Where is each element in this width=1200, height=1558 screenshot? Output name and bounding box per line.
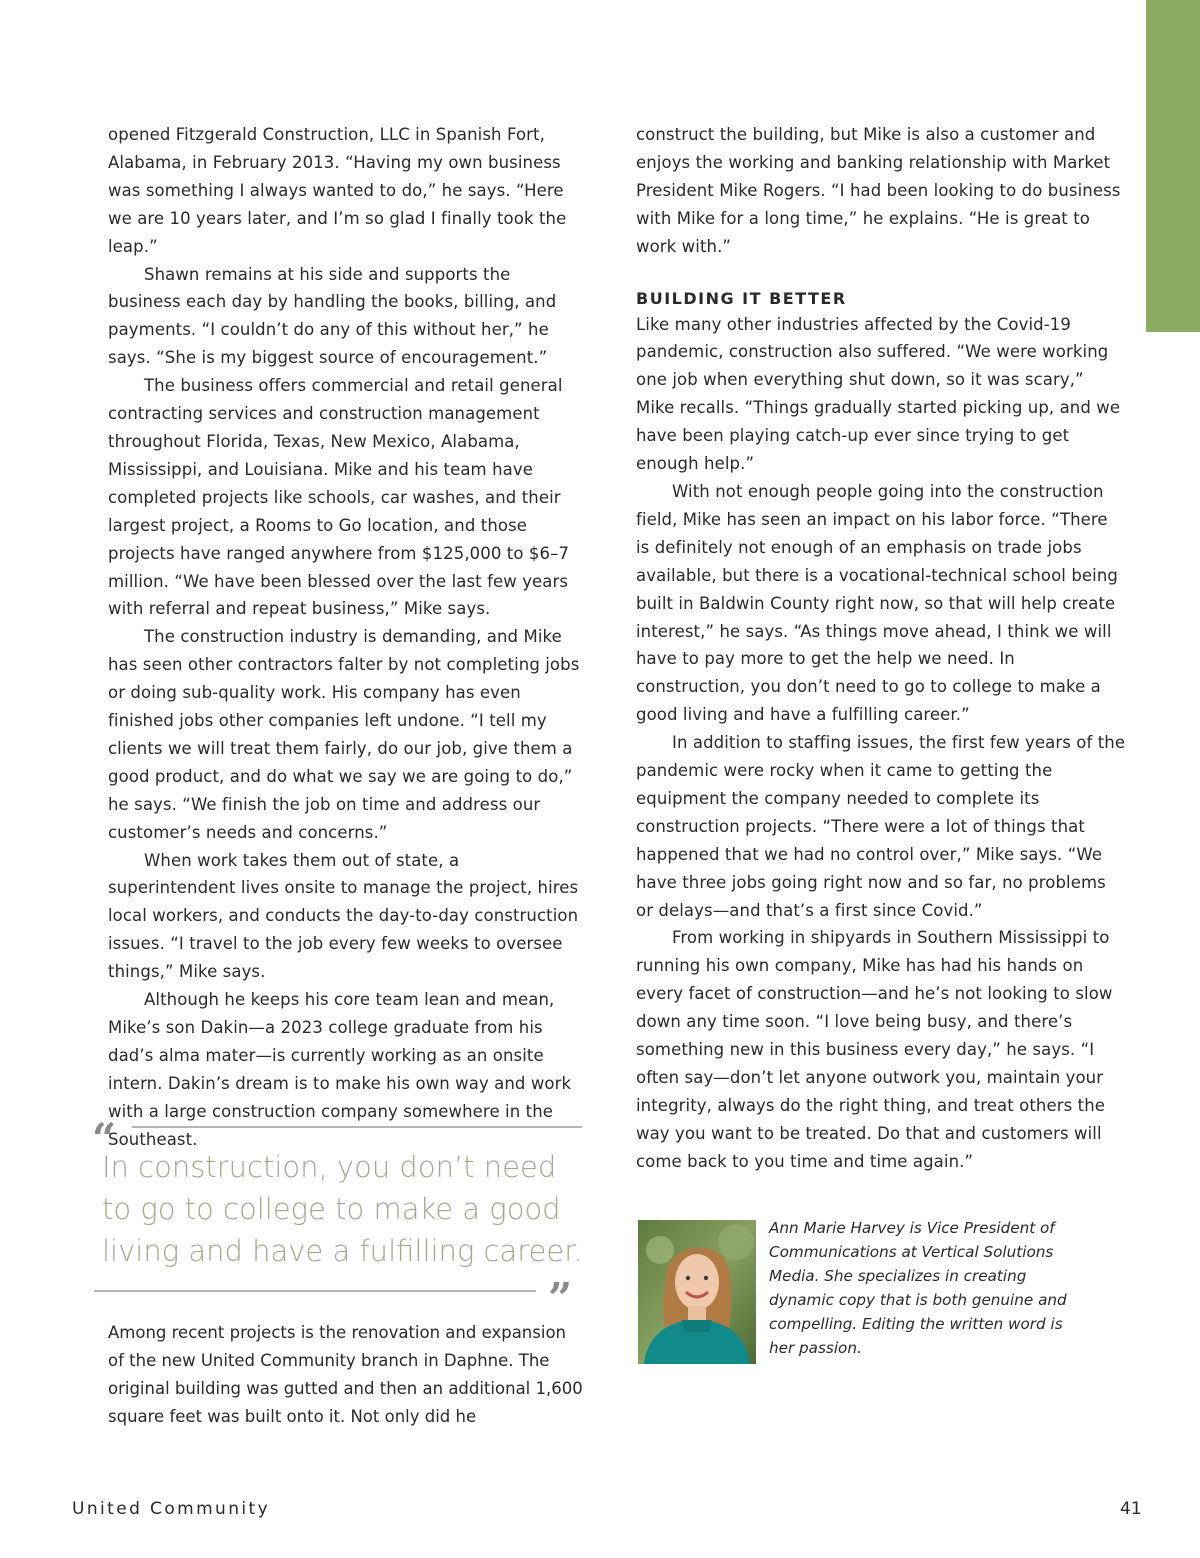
body-paragraph: The construction industry is demanding, and Mike has seen other contractors falter by not completing jobs or doing sub-quality work. His company has even finished jobs other companies left undone. “I tell my clients we will treat them fairly, do our job, give them a good product, and do what we say we are going to do,” he says. “We finish the job on time and address our customer’s needs and concerns.” bbox=[108, 627, 580, 842]
body-paragraph: When work takes them out of state, a superintendent lives onsite to manage the project, hires local workers, and conducts the day-to-day construction issues. “I travel to the job every few weeks to oversee things,” Mike says. bbox=[108, 850, 579, 982]
right-column bbox=[636, 121, 1126, 1176]
body-paragraph: Although he keeps his core team lean and mean, Mike’s son Dakin—a 2023 college graduate from his dad’s alma mater—is currently working as an onsite intern. Dakin’s dream is to make his own way and work with a large construction company somewhere in the Southeast. bbox=[108, 990, 572, 1149]
author-photo bbox=[638, 1220, 756, 1364]
body-paragraph: From working in shipyards in Southern Mississippi to running his own company, Mike has had his hands on every facet of construction—and he’s not looking to slow down any time soon. “I love being busy, and there’s something new in this business every day,” he says. “I often say—don’t let anyone outwork you, maintain your integrity, always do the right thing, and treat others the way you want to be treated. Do that and customers will come back to you time and time again.” bbox=[636, 928, 1113, 1171]
left-column bbox=[108, 121, 586, 1154]
pull-quote-bottom-rule bbox=[94, 1290, 536, 1292]
footer-publication: United Community bbox=[72, 1499, 271, 1519]
pull-quote-top-rule bbox=[132, 1126, 582, 1128]
close-quote-icon: ” bbox=[548, 1274, 573, 1323]
left-column-lower bbox=[108, 1319, 586, 1431]
body-paragraph: construct the building, but Mike is also a customer and enjoys the working and banking relationship with Market President Mike Rogers. “I had been looking to do business with Mike for a long time,” he explains. “He is great to work with.” bbox=[636, 125, 1121, 256]
body-paragraph: In addition to staffing issues, the first few years of the pandemic were rocky when it came to getting the equipment the company needed to complete its construction projects. “There were a lot of things that happened that we had no control over,” Mike says. “We have three jobs going right now and so far, no problems or delays—and that’s a first since Covid.” bbox=[636, 733, 1126, 920]
pull-quote: In construction, you don’t need to go to college to make a good living and have a fulfilling career. bbox=[102, 1150, 583, 1268]
body-paragraph: Shawn remains at his side and supports the business each day by handling the books, billing, and payments. “I couldn’t do any of this without her,” he says. “She is my biggest source of encouragement.” bbox=[108, 264, 557, 368]
open-quote-icon: “ bbox=[92, 1114, 117, 1163]
author-bio: Ann Marie Harvey is Vice President of Communications at Vertical Solutions Media. She specializes in creating dynamic copy that is both genuine and compelling. Editing the written word is her passion. bbox=[769, 1219, 1067, 1357]
body-paragraph: Among recent projects is the renovation and expansion of the new United Community branch in Daphne. The original building was gutted and then an additional 1,600 square feet was built onto it. Not only did he bbox=[108, 1323, 583, 1426]
section-heading: BUILDING IT BETTER bbox=[636, 288, 847, 308]
section-color-tab bbox=[1146, 0, 1200, 332]
page-number: 41 bbox=[1120, 1499, 1142, 1519]
body-paragraph: opened Fitzgerald Construction, LLC in Spanish Fort, Alabama, in February 2013. “Having my own business was something I always wanted to do,” he says. “Here we are 10 years later, and I’m so glad I finally took the leap.” bbox=[108, 125, 567, 256]
body-paragraph: With not enough people going into the construction field, Mike has seen an impact on his labor force. “There is definitely not enough of an emphasis on trade jobs available, but there is a vocational-technical school being built in Baldwin County right now, so that will help create interest,” he says. “As things move ahead, I think we will have to pay more to get the help we need. In construction, you don’t need to go to college to make a good living and have a fulfilling career.” bbox=[636, 481, 1118, 725]
body-paragraph: The business offers commercial and retail general contracting services and construction management throughout Florida, Texas, New Mexico, Alabama, Mississippi, and Louisiana. Mike and his team have completed projects like schools, car washes, and their largest project, a Rooms to Go location, and those projects have ranged anywhere from $125,000 to $6–7 million. “We have been blessed over the last few years with referral and repeat business,” Mike says. bbox=[108, 376, 570, 619]
body-paragraph: Like many other industries affected by the Covid-19 pandemic, construction also suffered. “We were working one job when everything shut down, so it was scary,” Mike recalls. “Things gradually started picking up, and we have been playing catch-up ever since trying to get enough help.” bbox=[636, 314, 1121, 474]
